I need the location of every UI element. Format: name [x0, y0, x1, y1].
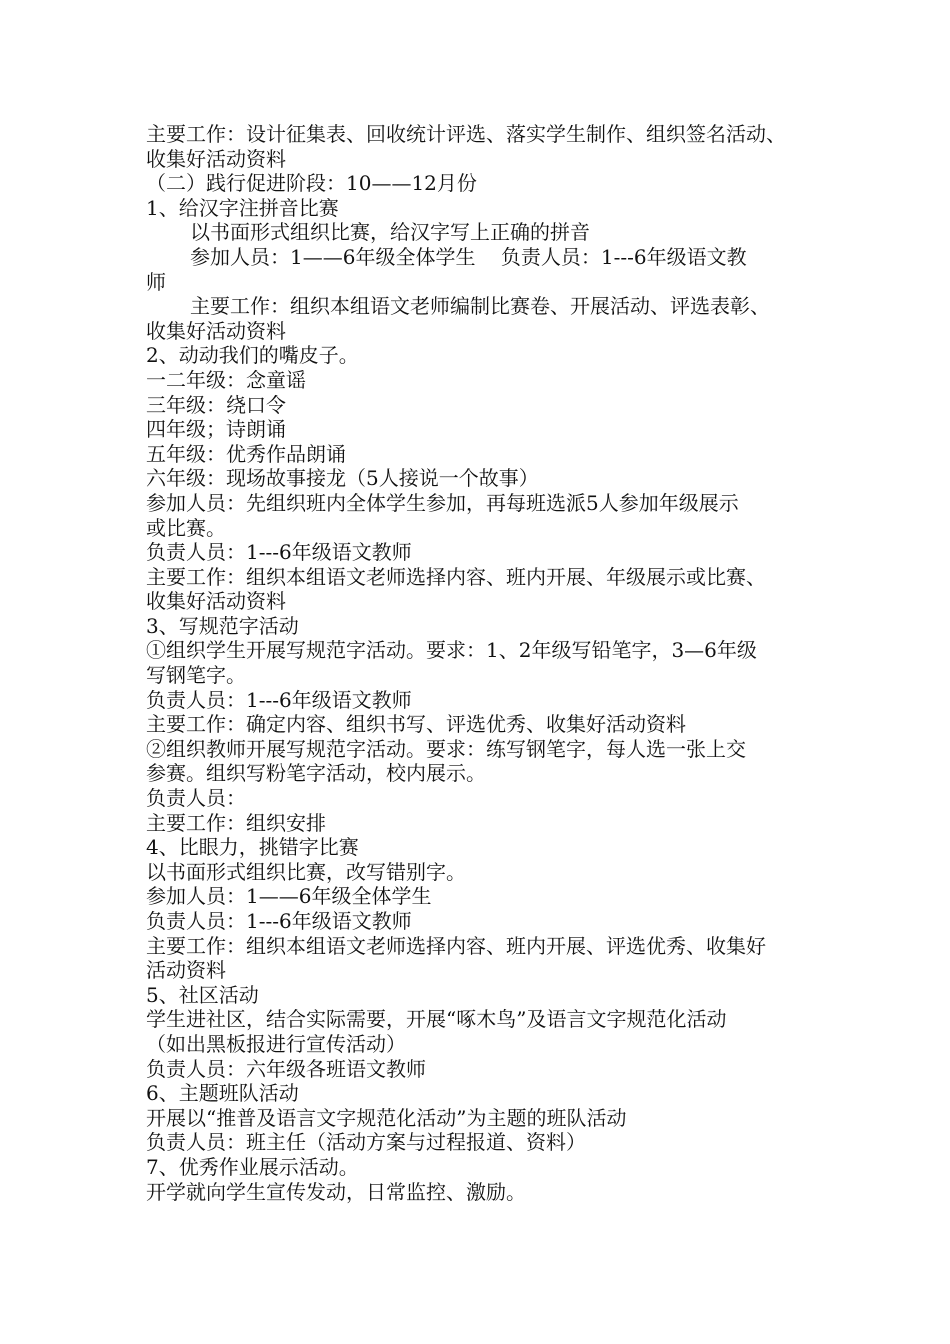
text-line: ②组织教师开展写规范字活动。要求：练写钢笔字，每人选一张上交	[146, 736, 746, 761]
text-line: 收集好活动资料	[146, 589, 286, 614]
text-line: 负责人员：六年级各班语文教师	[146, 1056, 426, 1081]
text-line: 主要工作：设计征集表、回收统计评选、落实学生制作、组织签名活动、	[146, 122, 786, 146]
text-line: 或比赛。	[146, 515, 226, 540]
text-line: 参加人员：1——6年级全体学生 负责人员：1---6年级语文教	[190, 244, 747, 269]
text-line: 主要工作：组织本组语文老师编制比赛卷、开展活动、评选表彰、	[190, 294, 770, 319]
text-line: 3、写规范字活动	[146, 613, 299, 638]
text-line: 活动资料	[146, 958, 226, 983]
text-line: 6、主题班队活动	[146, 1081, 299, 1106]
text-line: 主要工作：组织本组语文老师选择内容、班内开展、年级展示或比赛、	[146, 564, 766, 589]
text-line: （如出黑板报进行宣传活动）	[146, 1031, 406, 1056]
text-line: 以书面形式组织比赛，给汉字写上正确的拼音	[190, 220, 590, 245]
text-line: 收集好活动资料	[146, 318, 286, 343]
text-line: 负责人员：班主任（活动方案与过程报道、资料）	[146, 1130, 586, 1155]
text-line: 学生进社区，结合实际需要，开展“啄木鸟”及语言文字规范化活动	[146, 1007, 727, 1032]
text-line: 负责人员：1---6年级语文教师	[146, 687, 412, 712]
text-line: 参加人员：先组织班内全体学生参加，再每班选派5人参加年级展示	[146, 490, 739, 515]
text-line: 负责人员：1---6年级语文教师	[146, 540, 412, 565]
document-body	[146, 122, 816, 1204]
text-line: 负责人员：	[146, 786, 246, 811]
text-line: 六年级：现场故事接龙（5人接说一个故事）	[146, 466, 539, 491]
text-line: 三年级：绕口令	[146, 392, 286, 417]
text-line: ①组织学生开展写规范字活动。要求：1、2年级写铅笔字，3—6年级	[146, 638, 757, 663]
text-line: 开学就向学生宣传发动，日常监控、激励。	[146, 1179, 526, 1204]
text-line: 1、给汉字注拼音比赛	[146, 195, 339, 220]
text-line: 主要工作：确定内容、组织书写、评选优秀、收集好活动资料	[146, 712, 686, 737]
text-line: 负责人员：1---6年级语文教师	[146, 909, 412, 933]
text-line: 参加人员：1——6年级全体学生	[146, 884, 432, 909]
text-line: 5、社区活动	[146, 982, 259, 1007]
text-line: 参赛。组织写粉笔字活动，校内展示。	[146, 761, 486, 786]
text-line: 开展以“推普及语言文字规范化活动”为主题的班队活动	[146, 1105, 627, 1130]
text-line: 7、优秀作业展示活动。	[146, 1154, 359, 1179]
text-line: （二）践行促进阶段：10——12月份	[146, 171, 477, 196]
text-line: 师	[146, 269, 166, 294]
text-line: 2、动动我们的嘴皮子。	[146, 343, 359, 368]
text-line: 主要工作：组织本组语文老师选择内容、班内开展、评选优秀、收集好	[146, 933, 766, 958]
text-line: 以书面形式组织比赛，改写错别字。	[146, 859, 466, 884]
text-line: 写钢笔字。	[146, 663, 246, 688]
text-line: 主要工作：组织安排	[146, 810, 326, 835]
text-line: 四年级；诗朗诵	[146, 417, 286, 442]
text-line: 五年级：优秀作品朗诵	[146, 441, 346, 466]
text-line: 收集好活动资料	[146, 146, 286, 171]
text-line: 一二年级：念童谣	[146, 367, 306, 392]
text-line: 4、比眼力，挑错字比赛	[146, 835, 359, 860]
